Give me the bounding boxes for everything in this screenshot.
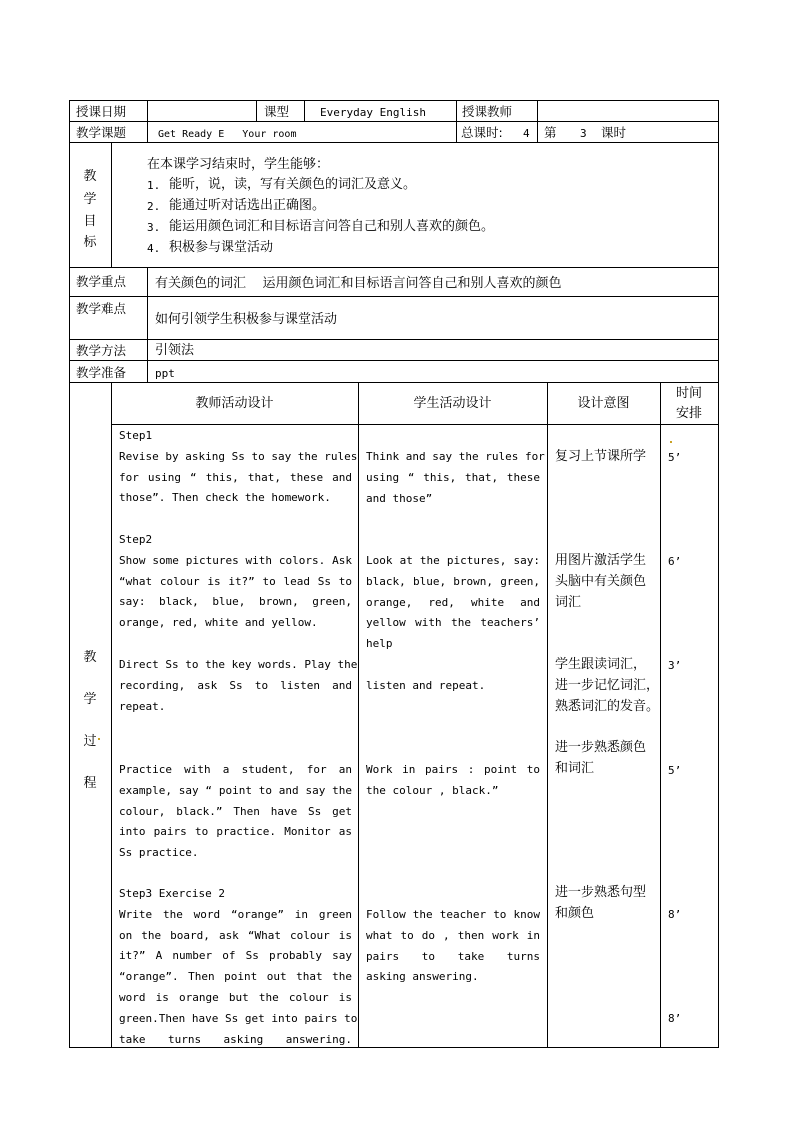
keywords-time: 3’ [668,659,682,672]
step3-intent: 进一步熟悉句型 和颜色 [555,885,647,921]
lesson-plan-page: 授课日期 课型 Everyday English 授课教师 教学课题 Get Ready E Your room 总课时: 4 第 3 课时 教 学 目 标 在本课学习结束时，学生能够： 1. 能听，说，读，写有关颜色的词汇及意义。 2. 能通过听对话选出正确图。 3. 能运用颜色词汇和目标语言问答自己和别人喜欢的颜色。 4. 积极参与课堂活动 教学重点 有关颜色的词汇 运用颜色词汇和目标语言问答自己和别人喜欢的颜色 教学难点 如何引领学生积极参与课堂活动 教学方法 引领法 教学准备 ppt 教 学 过 程 教师活动设计 学生活动设计 设计意图 时间 安排 Step1 Revise by asking Ss to say the rules for using “ this, that, these and those”. Then check the homework. Think and say the rules for using “ this, that, these and those” 复习上节课所学 5’ Step2 Show some pictures with colors. Ask “what colour is it?” to lead Ss to say: black, blue, brown, green, orange, red, white and yellow. Look at the pictures, say: black, blue, brown, green, orange, red, white and yellow with the teachers’ help 用图片激活学生 头脑中有关颜色 词汇 6’ Direct Ss to the key words. Play the recording, ask Ss to listen and repeat. listen and repeat. 学生跟读词汇， 进一步记忆词汇， 熟悉词汇的发音。 3’ Practice with a student, for an example, say “ point to and say the colour, black.” Then have Ss get into pairs to practice. Monitor as Ss practice. Work in pairs : point to the colour , black.” 进一步熟悉颜色 和词汇 5’ Step3 Exercise 2 Write the word “orange” in green on the board, ask “What colour is it?” A number of Ss probably say “orange”. Then point out that the word is orange but the colour is green.Then have Ss get into pairs to take turns asking answering. Follow the teacher to know what to do , then work in pairs to take turns asking answering. 进一步熟悉句型 和颜色 8’ 8’ [0,0,794,1123]
objectives-label-char: 标 [83,235,97,250]
objectives-label-char: 教 [83,169,97,184]
student-activity-header: 学生活动设计 [413,396,492,411]
objectives-label-char: 学 [83,192,97,207]
topic-value: Get Ready E Your room [158,129,297,140]
process-label-char: 教 [83,650,97,665]
keywords-student-activity: listen and repeat. [366,679,486,692]
total-lessons-label: 总课时: [461,125,503,140]
step1-intent: 复习上节课所学 [555,449,647,464]
method-label: 教学方法 [76,343,127,358]
keywords-teacher-activity: Direct Ss to the key words. Play the recording, ask Ss to listen and repeat. [119,658,358,713]
preparation-value: ppt [155,367,175,380]
lesson-number-suffix: 课时 [601,125,627,140]
difficulties-label: 教学难点 [76,301,127,316]
practice-time: 5’ [668,764,682,777]
step1-student-activity: Think and say the rules for using “ this, that, these and those” [366,450,545,505]
lesson-number-value: 3 [580,127,587,140]
process-label-char: 过 [83,734,97,749]
method-value: 引领法 [155,343,195,358]
process-label-char: 程 [83,776,97,791]
step1-teacher-activity: Step1 Revise by asking Ss to say the rules for using “ this, that, these and those”. Then check the homework. [119,429,358,505]
teacher-activity-header: 教师活动设计 [195,396,274,411]
objectives-label-char: 目 [83,214,97,229]
practice-teacher-activity: Practice with a student, for an example, say “ point to and say the colour, black.” Then have Ss get into pairs to practice. Monitor as Ss practice. [119,763,352,860]
step1-time: 5’ [668,451,682,464]
time-header-line1: 时间 [675,386,702,401]
step2-teacher-activity: Step2 Show some pictures with colors. Ask “what colour is it?” to lead Ss to say: black, blue, brown, green, orange, red, white and yellow. [119,533,352,630]
step3-student-activity: Follow the teacher to know what to do , then work in pairs to take turns asking answering. [366,908,540,984]
objectives-intro: 在本课学习结束时，学生能够： [147,157,330,172]
stray-mark [670,441,672,443]
total-lessons-value: 4 [523,127,530,140]
process-label-char: 学 [83,692,97,707]
stray-mark [98,738,100,740]
step2-intent: 用图片激活学生 头脑中有关颜色 词汇 [555,553,647,610]
step3-time: 8’ [668,908,682,921]
time-header-line2: 安排 [675,406,702,421]
lesson-number-prefix: 第 [544,125,557,140]
step2-student-activity: Look at the pictures, say: black, blue, brown, green, orange, red, white and yellow with the teachers’ help [366,554,540,651]
design-intent-header: 设计意图 [577,396,630,411]
practice-intent: 进一步熟悉颜色 和词汇 [555,740,647,776]
teacher-label: 授课教师 [462,104,513,119]
date-label: 授课日期 [76,104,127,119]
type-label: 课型 [264,104,290,119]
keywords-intent: 学生跟读词汇， 进一步记忆词汇， 熟悉词汇的发音。 [555,657,660,714]
topic-label: 教学课题 [76,125,127,140]
preparation-label: 教学准备 [76,365,127,380]
step3-time-extra: 8’ [668,1012,682,1025]
step2-time: 6’ [668,555,682,568]
key-points-value: 有关颜色的词汇 运用颜色词汇和目标语言问答自己和别人喜欢的颜色 [155,276,562,291]
practice-student-activity: Work in pairs : point to the colour , black.” [366,763,540,797]
step3-teacher-activity: Step3 Exercise 2 Write the word “orange” in green on the board, ask “What colour is it?” A number of Ss probably say “orange”. Then point out that the word is orange but the colour is green.Then have Ss get into pairs to take turns asking answering. [119,887,358,1046]
difficulties-value: 如何引领学生积极参与课堂活动 [155,312,338,327]
key-points-label: 教学重点 [76,274,127,289]
type-value: Everyday English [320,106,426,119]
